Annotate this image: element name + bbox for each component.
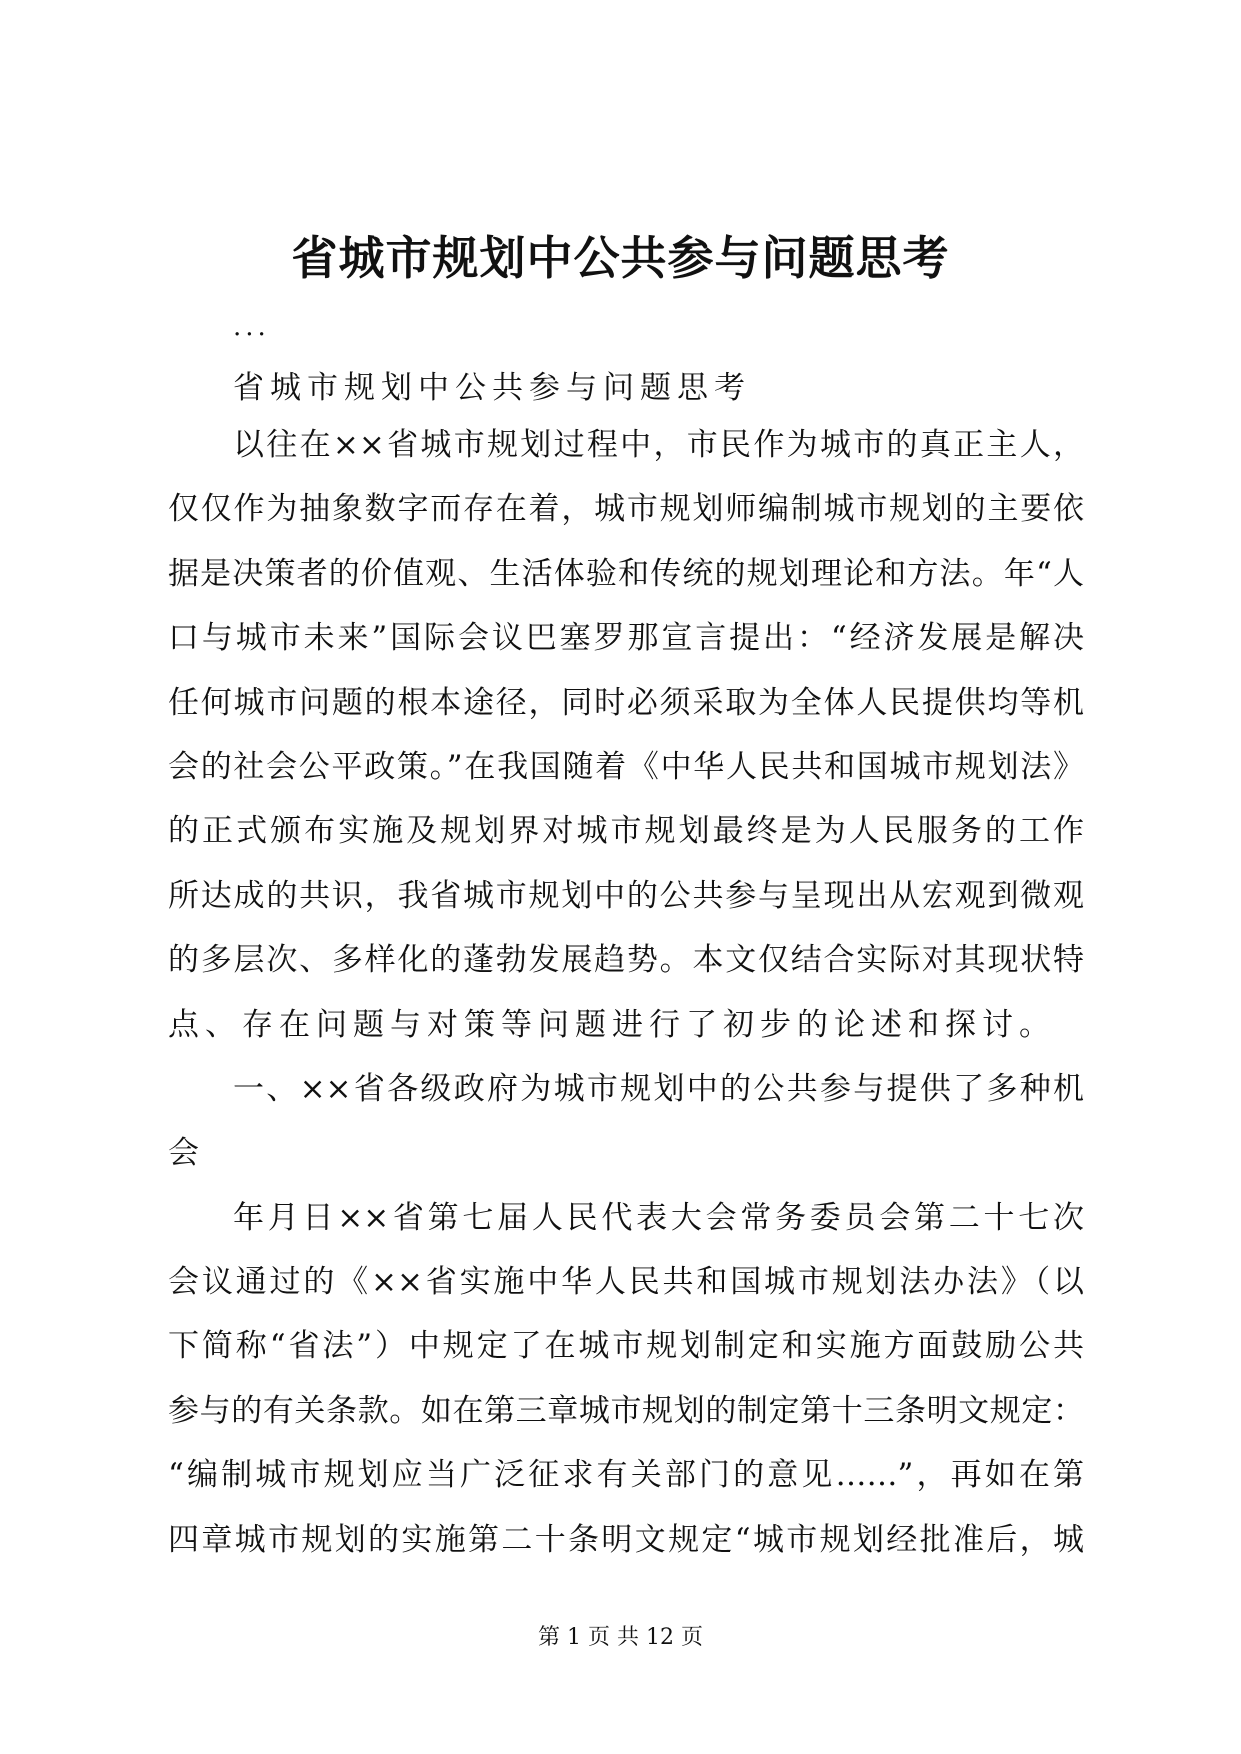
paragraph-line: 仅仅作为抽象数字而存在着，城市规划师编制城市规划的主要依 [168,491,1084,528]
paragraph-line: 以往在××省城市规划过程中，市民作为城市的真正主人， [233,427,1084,463]
paragraph-line: 下简称“省法”）中规定了在城市规划制定和实施方面鼓励公共 [168,1328,1084,1365]
paragraph-line: 年月日××省第七届人民代表大会常务委员会第二十七次 [233,1199,1084,1236]
paragraph-line: 一、××省各级政府为城市规划中的公共参与提供了多种机 [233,1070,1084,1107]
document-body [168,420,1084,1579]
paragraph-line: 四章城市规划的实施第二十条明文规定“城市规划经批准后，城 [168,1521,1084,1558]
paragraph-line: 据是决策者的价值观、生活体验和传统的规划理论和方法。年“人 [168,555,1084,592]
paragraph-line: 口与城市未来”国际会议巴塞罗那宣言提出：“经济发展是解决 [168,620,1084,657]
paragraph-line: 会的社会公平政策。”在我国随着《中华人民共和国城市规划法》 [168,748,1084,785]
paragraph-line: 任何城市问题的根本途径，同时必须采取为全体人民提供均等机 [168,684,1084,721]
paragraph-line: 参与的有关条款。如在第三章城市规划的制定第十三条明文规定： [168,1392,1084,1429]
paragraph-line: 会 [168,1135,205,1172]
paragraph-line: 所达成的共识，我省城市规划中的公共参与呈现出从宏观到微观 [168,877,1084,914]
subheading: 省城市规划中公共参与问题思考 [233,370,751,406]
ellipsis: ... [233,312,270,342]
paragraph-line: 点、存在问题与对策等问题进行了初步的论述和探讨。 [168,1006,1056,1043]
page-footer: 第 1 页 共 12 页 [538,1625,703,1650]
paragraph-line: “编制城市规划应当广泛征求有关部门的意见……”，再如在第 [168,1457,1084,1494]
paragraph-line: 会议通过的《××省实施中华人民共和国城市规划法办法》（以 [168,1264,1084,1301]
document-title: 省城市规划中公共参与问题思考 [291,231,950,285]
paragraph-line: 的多层次、多样化的蓬勃发展趋势。本文仅结合实际对其现状特 [168,942,1084,979]
paragraph-line: 的正式颁布实施及规划界对城市规划最终是为人民服务的工作 [168,813,1084,850]
